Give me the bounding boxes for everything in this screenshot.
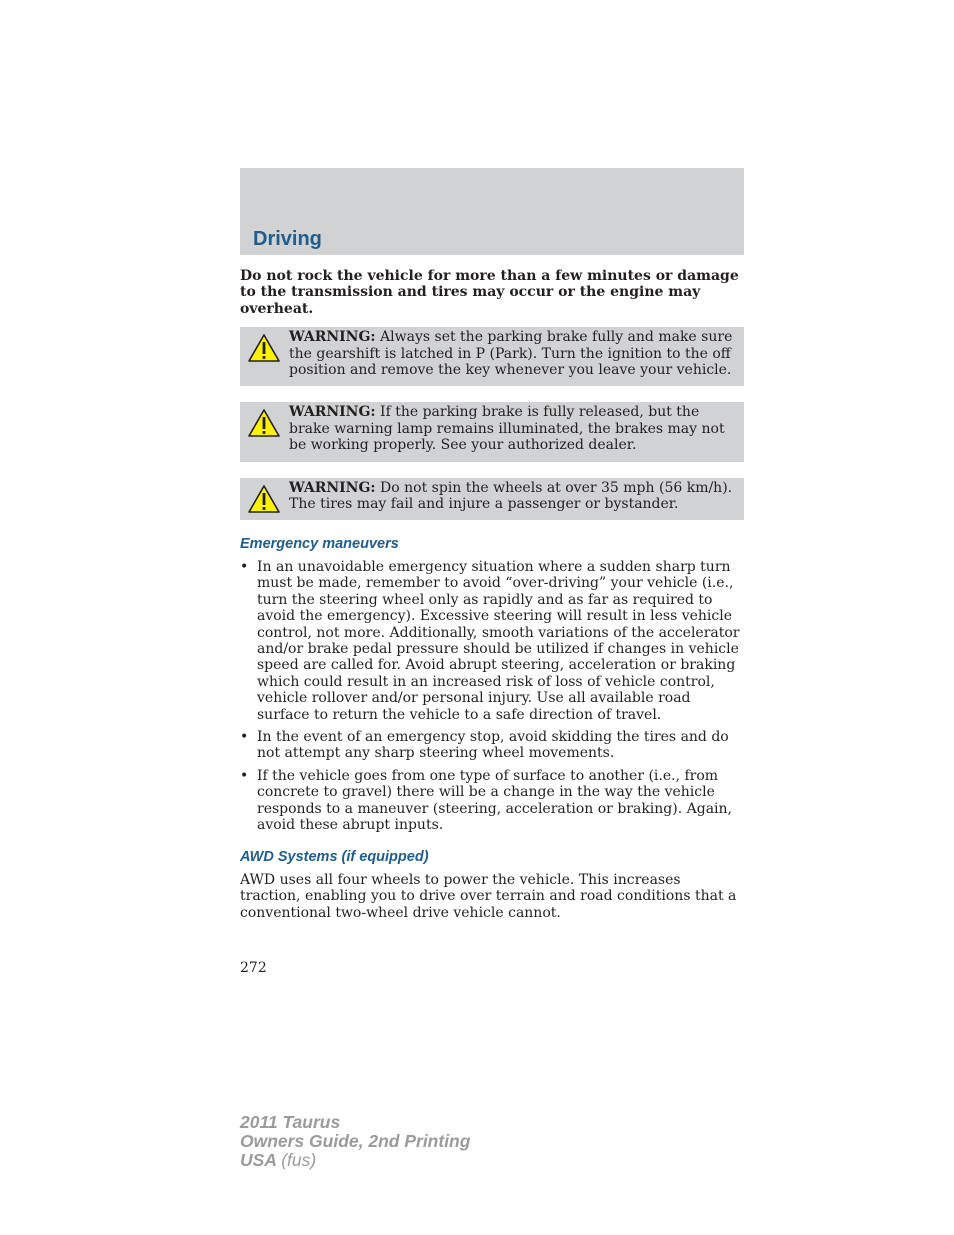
warning-text: Always set the parking brake fully and make sure the gearshift is latched in P (Park). Turn the ignition to the off position and remove the key whenever you leave your vehicle. — [289, 329, 733, 379]
warning-label: WARNING: — [289, 329, 376, 346]
warning-label: WARNING: — [289, 479, 376, 496]
list-item — [240, 729, 744, 762]
warning-box-3 — [240, 478, 744, 521]
footer-edition-line: Owners Guide, 2nd Printing — [240, 1131, 471, 1151]
footer-model-line: 2011 Taurus — [240, 1112, 341, 1132]
warning-triangle-icon — [247, 333, 281, 363]
awd-paragraph: AWD uses all four wheels to power the vehicle. This increases traction, enabling you to drive over terrain and road conditions that a conventional two-wheel drive vehicle cannot. — [240, 871, 737, 921]
warning-text: Do not spin the wheels at over 35 mph (56 km/h). The tires may fail and injure a passenger or bystander. — [289, 479, 733, 513]
footer-region-line — [240, 1151, 470, 1170]
warning-triangle-icon — [247, 408, 281, 438]
page-number: 272 — [240, 960, 267, 976]
section-header-band — [240, 168, 744, 255]
list-item-text: If the vehicle goes from one type of surface to another (i.e., from concrete to gravel) there will be a change in the way the vehicle responds to a maneuver (steering, acceleration or braking). Again, avoid these abrupt inputs. — [257, 767, 732, 833]
awd-systems-heading: AWD Systems (if equipped) — [240, 849, 429, 866]
footer-region: USA — [240, 1150, 277, 1170]
bullet-marker: • — [240, 767, 249, 784]
list-item — [240, 559, 744, 723]
lead-caution-text: Do not rock the vehicle for more than a few minutes or damage to the transmission and tires may occur or the engine may overheat. — [240, 268, 739, 317]
page-content — [240, 268, 744, 921]
warning-text: If the parking brake is fully released, but the brake warning lamp remains illuminated, the brakes may not be working properly. See your authorized dealer. — [289, 404, 725, 454]
bullet-marker: • — [240, 728, 249, 745]
section-title: Driving — [253, 228, 322, 250]
emergency-bullet-list — [240, 559, 744, 834]
list-item-text: In the event of an emergency stop, avoid skidding the tires and do not attempt any sharp steering wheel movements. — [257, 728, 729, 762]
document-footer — [240, 1113, 470, 1170]
emergency-maneuvers-heading: Emergency maneuvers — [240, 536, 399, 553]
warning-box-2 — [240, 402, 744, 461]
footer-region-code: (fus) — [281, 1150, 317, 1170]
list-item-text: In an unavoidable emergency situation where a sudden sharp turn must be made, remember to avoid “over-driving” your vehicle (i.e., turn the steering wheel only as rapidly and as far as required to avoid the emergency). Excessive steering will result in less vehicle control, not more. Additionally, smooth variations of the accelerator and/or brake pedal pressure should be utilized if changes in vehicle speed are called for. Avoid abrupt steering, acceleration or braking which could result in an increased risk of loss of vehicle control, vehicle rollover and/or personal injury. Use all available road surface to return the vehicle to a safe direction of travel. — [257, 558, 740, 723]
warning-box-1 — [240, 327, 744, 386]
warning-triangle-icon — [247, 484, 281, 514]
bullet-marker: • — [240, 558, 249, 575]
list-item — [240, 768, 744, 834]
warning-label: WARNING: — [289, 404, 376, 421]
